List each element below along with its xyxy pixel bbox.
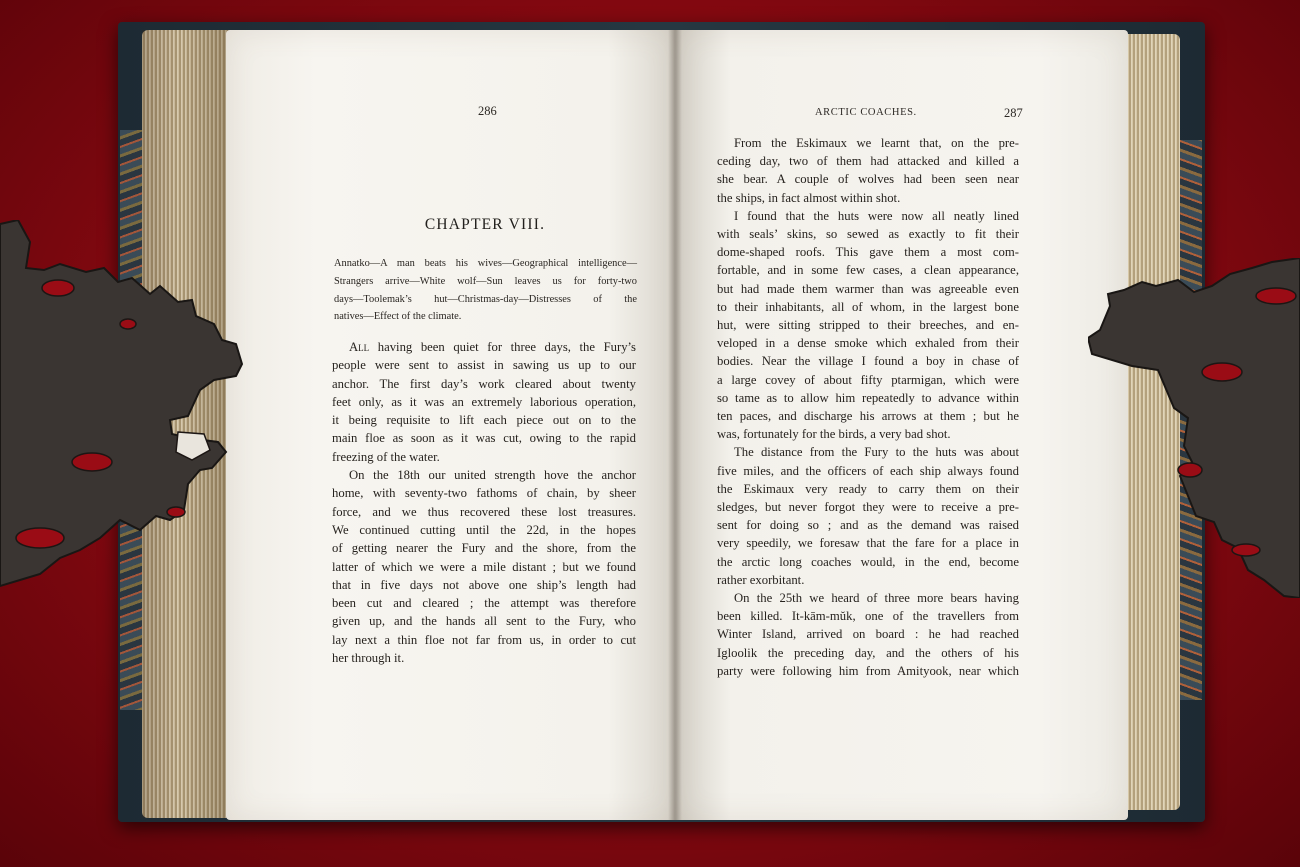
left-body-text bbox=[332, 338, 636, 667]
text-line: given up, and the hands all sent to the Fury, who bbox=[332, 614, 636, 629]
text-line: anchor. The first day’s work cleared about twenty bbox=[332, 376, 636, 391]
metal-clasp-right bbox=[1088, 258, 1300, 598]
text-line: she bear. A couple of wolves had been seen near bbox=[717, 172, 1019, 187]
text-line: ceding day, two of them had attacked and killed a bbox=[717, 154, 1019, 169]
text-line: the arctic long coaches would, in the end, become bbox=[717, 554, 1019, 569]
book-gutter bbox=[668, 30, 682, 820]
text-line: a large covey of about fifty ptarmigan, which were bbox=[717, 372, 1019, 387]
running-head: ARCTIC COACHES. bbox=[815, 107, 917, 118]
text-line: From the Eskimaux we learnt that, on the pre- bbox=[734, 136, 1019, 150]
text-line bbox=[332, 338, 636, 356]
text-line: sent for doing so ; and as the demand was raised bbox=[717, 518, 1019, 533]
text-line: that in five days not above one ship’s length had bbox=[332, 577, 636, 592]
text-line: lay next a thin floe not far from us, in order to cut bbox=[332, 632, 636, 647]
chapter-title: CHAPTER VIII. bbox=[424, 216, 546, 233]
text-line: Igloolik the preceding day, and the others of his bbox=[717, 645, 1019, 660]
right-body-text bbox=[717, 134, 1019, 680]
text-line: it being requisite to lift each piece out on to the bbox=[332, 413, 636, 428]
summary-line: Annatko—A man beats his wives—Geographical intelligence— bbox=[334, 258, 637, 269]
text-line: latter of which we were a mile distant ; but we found bbox=[332, 559, 636, 574]
text-line: main floe as soon as it was cut, owing to the rapid bbox=[332, 431, 636, 446]
opening-word: All bbox=[349, 340, 370, 354]
page-number-left: 286 bbox=[478, 104, 497, 118]
metal-clasp-left bbox=[0, 220, 262, 590]
text-line: sledges, but never forgot they were to receive a pre- bbox=[717, 500, 1019, 515]
text-line: The distance from the Fury to the huts was about bbox=[734, 445, 1019, 460]
text-line: bodies. Near the village I found a boy in chase of bbox=[717, 354, 1019, 369]
text-line: very speedily, we foresaw that the fare for a place in bbox=[717, 536, 1019, 551]
text-line: fortable, and in some few cases, a clean appearance, bbox=[717, 263, 1019, 278]
text-line-rest: having been quiet for three days, the Fury’s bbox=[369, 340, 636, 354]
text-line: people were sent to assist in sawing us up to our bbox=[332, 358, 636, 373]
text-line: feet only, as it was an extremely laborious operation, bbox=[332, 394, 636, 409]
text-line: but had made them warmer than was agreeable even bbox=[717, 281, 1019, 296]
chapter-summary bbox=[334, 255, 637, 326]
text-line: of getting nearer the Fury and the shore, from the bbox=[332, 541, 636, 556]
text-line: dome-shaped roofs. This gave them a most com- bbox=[717, 245, 1019, 260]
text-line: to their inhabitants, all of whom, in the largest bone bbox=[717, 299, 1019, 314]
text-line: rather exorbitant. bbox=[717, 572, 805, 587]
summary-line: natives—Effect of the climate. bbox=[334, 311, 462, 323]
text-line: hut, were sitting stripped to their breeches, and en- bbox=[717, 318, 1019, 333]
text-line: ten paces, and discharge his arrows at them ; but he bbox=[717, 409, 1019, 424]
text-line: force, and we thus recovered these lost treasures. bbox=[332, 504, 636, 519]
text-line: Winter Island, arrived on board : he had reached bbox=[717, 627, 1019, 642]
text-line: been cut and cleared ; the attempt was therefore bbox=[332, 596, 636, 611]
text-line: her through it. bbox=[332, 651, 405, 666]
text-line: been killed. It-kām-mŭk, one of the travellers from bbox=[717, 609, 1019, 624]
text-line: five miles, and the officers of each ship always found bbox=[717, 463, 1019, 478]
page-number-right: 287 bbox=[1004, 106, 1023, 120]
text-line: freezing of the water. bbox=[332, 449, 440, 464]
text-line: On the 18th our united strength hove the anchor bbox=[349, 468, 636, 483]
summary-line: days—Toolemak’s hut—Christmas-day—Distresses of the bbox=[334, 293, 637, 305]
text-line: party were following him from Amityook, near which bbox=[717, 663, 1019, 678]
text-line: On the 25th we heard of three more bears having bbox=[734, 591, 1019, 606]
text-line: so tame as to allow him repeatedly to advance within bbox=[717, 390, 1019, 405]
text-line: home, with seventy-two fathoms of chain, by sheer bbox=[332, 486, 636, 501]
summary-line: Strangers arrive—White wolf—Sun leaves us for forty-two bbox=[334, 275, 637, 287]
text-line: with seals’ skins, so sewed as exactly to fit their bbox=[717, 227, 1019, 242]
text-line: We continued cutting until the 22d, in the hopes bbox=[332, 522, 636, 537]
text-line: veloped in a dense smoke which exhaled from their bbox=[717, 336, 1019, 351]
text-line: was, fortunately for the birds, a very bad shot. bbox=[717, 427, 951, 442]
text-line: the Eskimaux very ready to carry them on their bbox=[717, 481, 1019, 496]
text-line: the ships, in fact almost within shot. bbox=[717, 190, 901, 205]
text-line: I found that the huts were now all neatly lined bbox=[734, 208, 1019, 223]
